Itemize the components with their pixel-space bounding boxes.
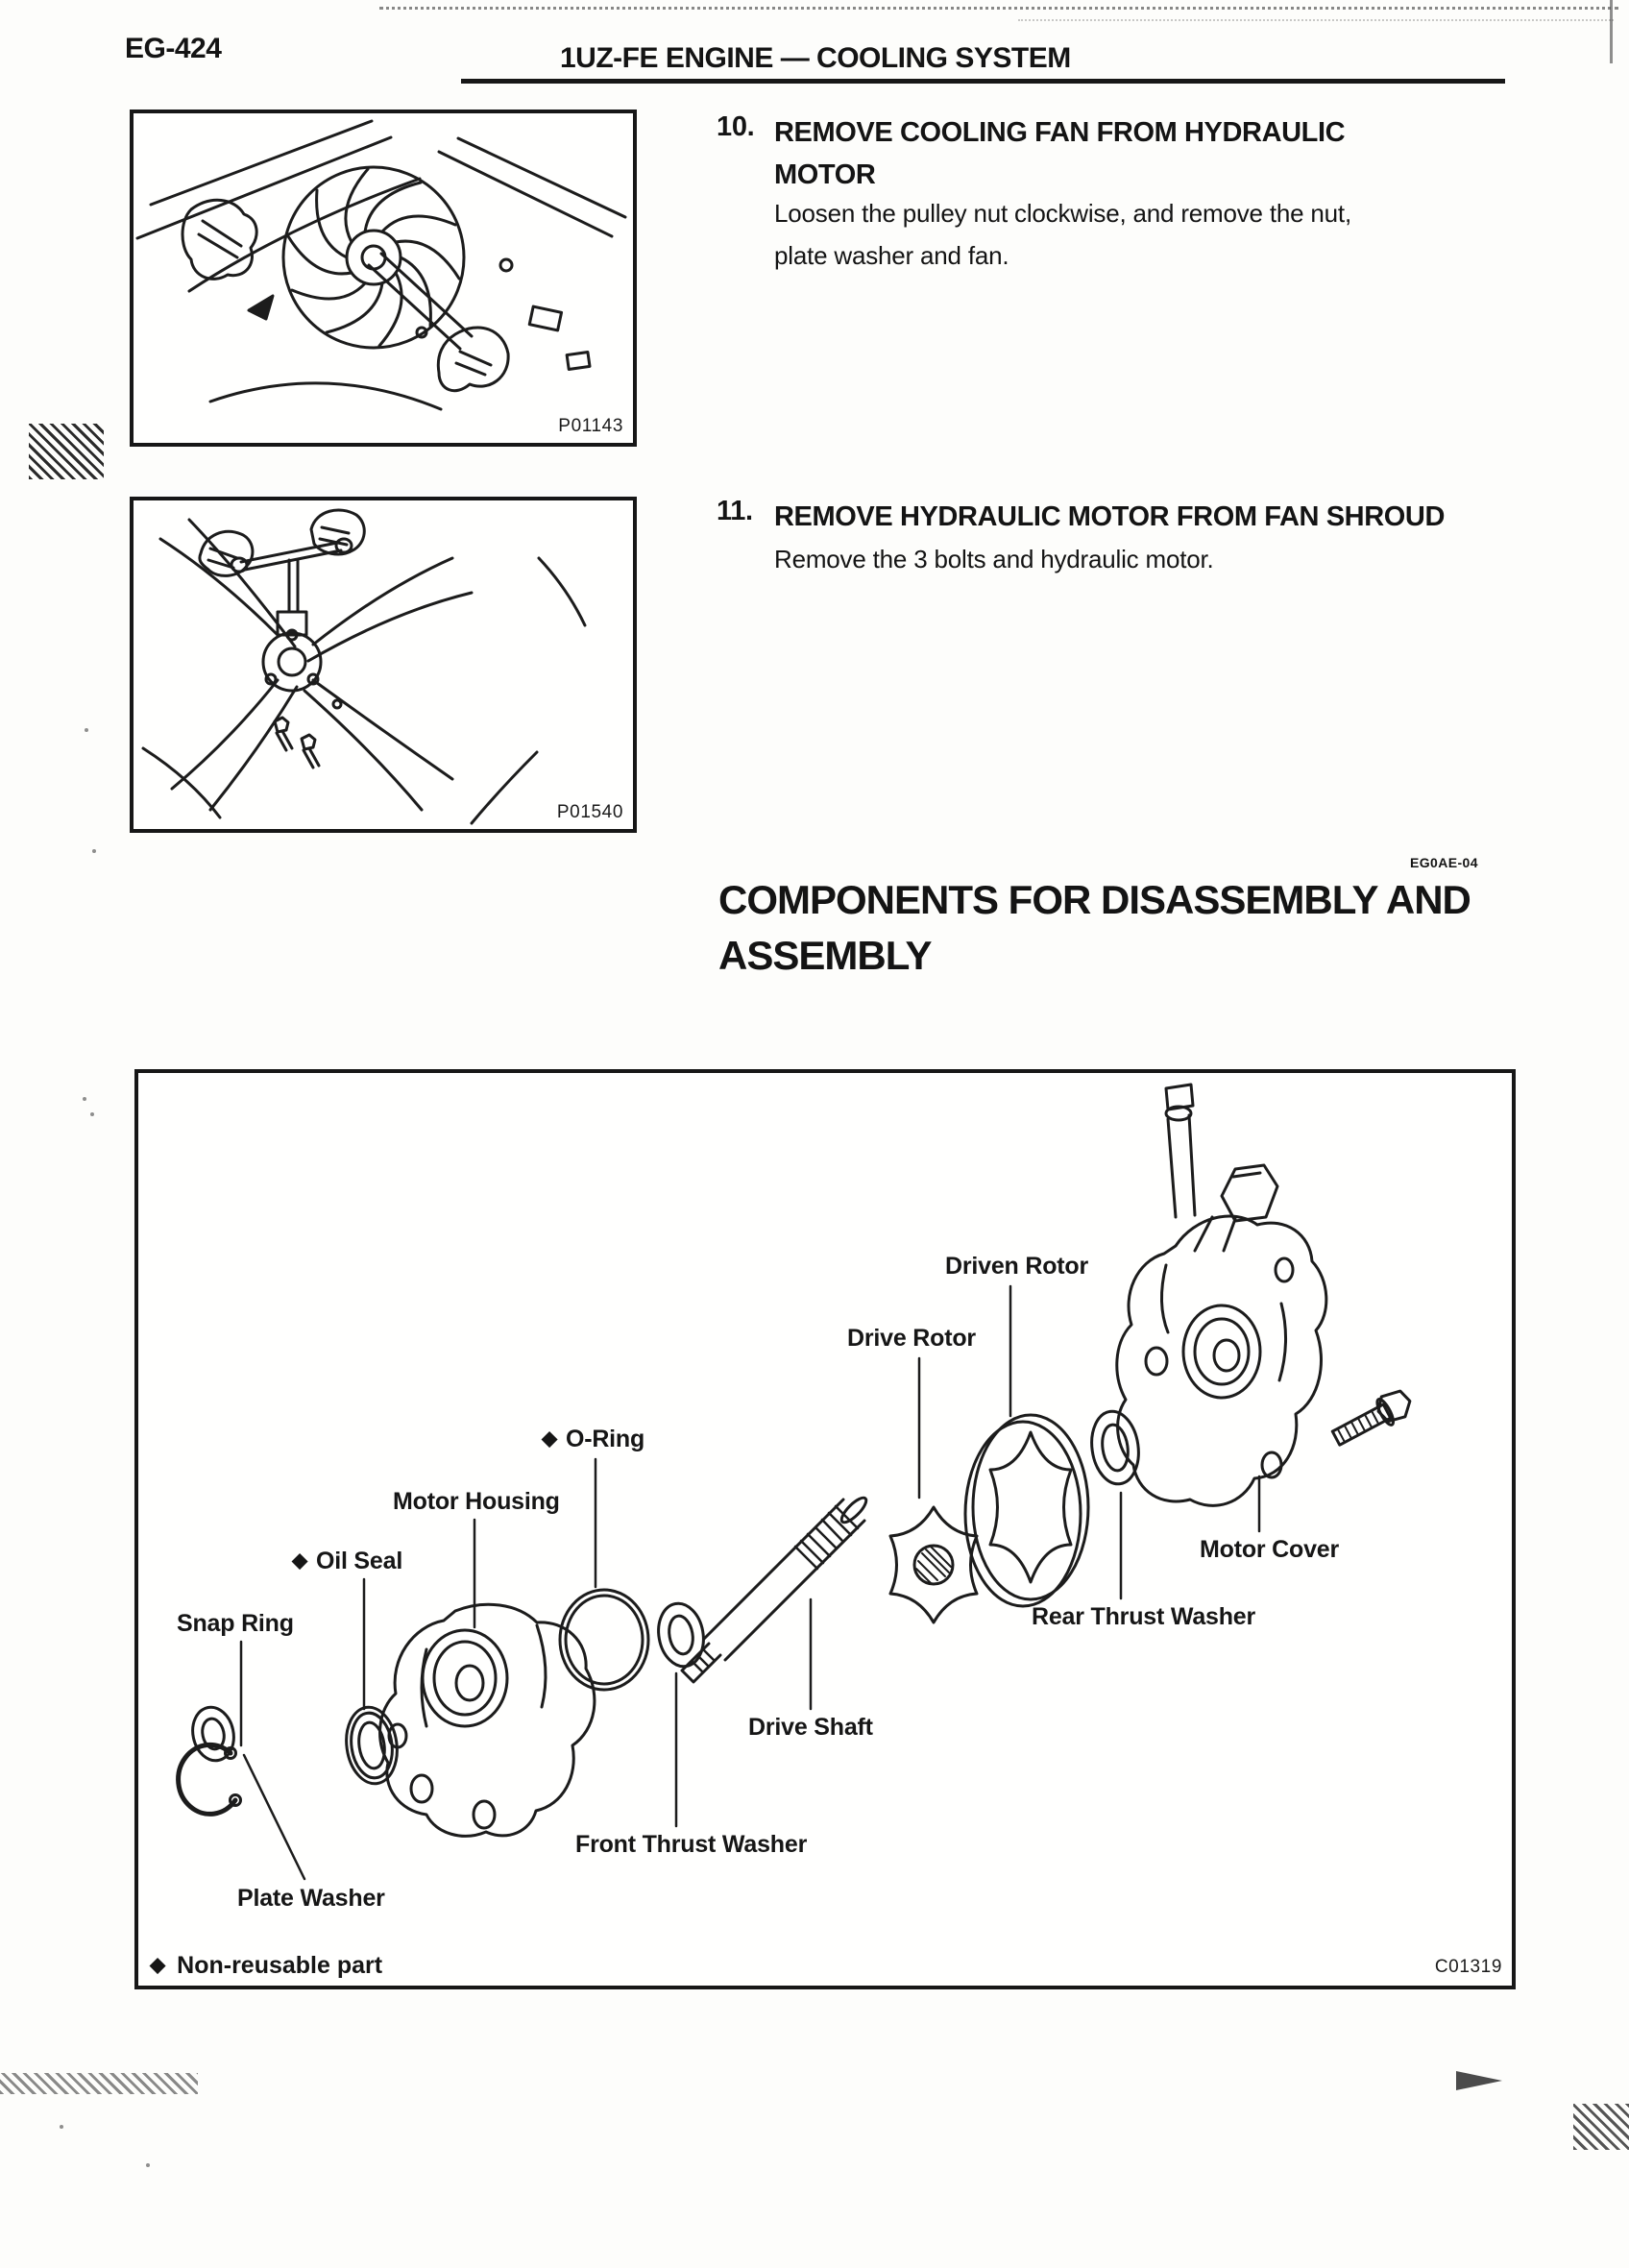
hand-finger-lines <box>456 352 491 375</box>
panel-line <box>439 152 612 236</box>
motor-cover-part <box>1117 1085 1326 1505</box>
part-label-plate-washer: Plate Washer <box>237 1885 385 1912</box>
step-title-line: REMOVE COOLING FAN FROM HYDRAULIC <box>774 117 1346 148</box>
margin-hatch-square <box>29 424 104 479</box>
step-body-line: Loosen the pulley nut clockwise, and remove the nut, <box>774 199 1351 228</box>
part-label-driven-rotor: Driven Rotor <box>945 1253 1089 1280</box>
bottom-right-arrow-mark <box>1456 2071 1502 2090</box>
step-body <box>774 192 1351 277</box>
extension-rod <box>289 560 298 612</box>
shroud-opening-edge <box>539 558 585 625</box>
shroud-spoke <box>172 680 278 789</box>
step-body <box>774 538 1214 580</box>
scan-dot <box>146 2163 150 2167</box>
shroud-line <box>151 121 372 205</box>
section-title <box>718 872 1471 984</box>
figure-box-hydraulic-motor <box>130 497 637 833</box>
fan-blade <box>292 283 365 299</box>
part-label-oil-seal: ◆ Oil Seal <box>292 1548 403 1574</box>
part-label-drive-rotor: Drive Rotor <box>847 1325 976 1352</box>
flange-bolt <box>266 674 276 684</box>
bolt <box>302 735 315 749</box>
small-hole <box>333 700 341 708</box>
step-number: 11. <box>717 496 753 526</box>
clip-part <box>567 353 590 370</box>
o-ring-part <box>560 1590 648 1690</box>
motor-flange-center <box>279 648 305 675</box>
cooling-fan-illustration <box>134 113 633 443</box>
figure-code: P01143 <box>558 416 623 436</box>
driven-rotor-part <box>965 1415 1088 1606</box>
arrow-mark <box>249 296 273 319</box>
bolt-part <box>1329 1386 1416 1451</box>
scan-noise-dots-top <box>379 7 1618 10</box>
panel-hole <box>500 259 512 271</box>
step-body-line: Remove the 3 bolts and hydraulic motor. <box>774 545 1214 573</box>
figure-code: C01319 <box>1434 1957 1502 1977</box>
leader-lines <box>241 1286 1259 1879</box>
part-label-rear-thrust-washer: Rear Thrust Washer <box>1032 1603 1256 1630</box>
exploded-diagram <box>138 1073 1512 1986</box>
header-rule <box>461 79 1505 84</box>
step-number: 10. <box>717 111 755 142</box>
leader-plate-washer <box>244 1755 304 1879</box>
shroud-opening-edge <box>143 748 220 817</box>
bottom-left-hatch <box>0 2073 198 2094</box>
header-title: 1UZ-FE ENGINE — COOLING SYSTEM <box>560 42 1071 74</box>
scan-dot <box>83 1097 86 1101</box>
page-edge-mark <box>1610 0 1613 63</box>
scan-dot <box>60 2125 63 2129</box>
part-label-snap-ring: Snap Ring <box>177 1610 294 1637</box>
left-hand <box>182 200 256 279</box>
non-reusable-note <box>150 1952 382 1980</box>
bolt <box>275 718 288 732</box>
hand-finger-lines <box>199 221 241 257</box>
non-reusable-note-text: Non-reusable part <box>177 1952 383 1979</box>
hand-finger-lines <box>320 527 349 545</box>
components-diagram-box <box>134 1069 1516 1989</box>
shroud-spoke <box>313 558 452 645</box>
step-title <box>774 496 1445 538</box>
part-label-drive-shaft: Drive Shaft <box>748 1714 873 1741</box>
section-title-line: ASSEMBLY <box>718 933 932 978</box>
figure-code: P01540 <box>556 802 623 822</box>
shroud-line <box>137 137 391 238</box>
snap-ring-part <box>179 1744 241 1814</box>
scan-dot <box>92 849 96 853</box>
step-title-line: REMOVE HYDRAULIC MOTOR FROM FAN SHROUD <box>774 501 1445 532</box>
step-title-line: MOTOR <box>774 159 876 190</box>
drive-rotor-part <box>890 1507 977 1622</box>
scan-dot <box>85 728 88 732</box>
shroud-spoke <box>304 691 422 810</box>
shroud-opening-edge <box>472 752 537 823</box>
fan-blade <box>401 257 430 326</box>
step-title <box>774 111 1345 196</box>
panel-line <box>458 138 625 217</box>
non-reusable-diamond-icon: ◆ <box>542 1427 557 1450</box>
bottom-right-hatch <box>1573 2104 1629 2150</box>
bolt-shank <box>277 731 292 750</box>
fan-rim <box>283 167 464 348</box>
fan-blade <box>317 190 347 257</box>
shroud-spoke <box>308 593 472 661</box>
shroud-edge <box>210 383 441 409</box>
fan-hub <box>347 231 401 284</box>
scan-noise-dots-top-2 <box>1018 19 1614 21</box>
handle-knob <box>336 539 352 552</box>
non-reusable-diamond-icon: ◆ <box>292 1549 307 1572</box>
fan-blade <box>382 216 455 232</box>
clip-part <box>529 306 561 330</box>
motor-housing-part <box>380 1604 595 1836</box>
step-body-line: plate washer and fan. <box>774 241 1009 270</box>
hub-nut <box>362 246 385 269</box>
scan-dot <box>90 1112 94 1116</box>
hydraulic-motor-illustration <box>134 500 633 829</box>
part-label-o-ring: ◆ O-Ring <box>542 1426 645 1452</box>
page-number: EG-424 <box>125 33 222 64</box>
non-reusable-diamond-icon: ◆ <box>150 1954 166 1976</box>
drive-shaft-part <box>682 1495 869 1682</box>
t-handle <box>241 543 341 570</box>
part-label-front-thrust-washer: Front Thrust Washer <box>575 1831 808 1858</box>
figure-box-cooling-fan <box>130 110 637 447</box>
section-title-line: COMPONENTS FOR DISASSEMBLY AND <box>718 877 1471 922</box>
part-label-motor-housing: Motor Housing <box>393 1488 560 1515</box>
bolt-shank <box>304 748 319 768</box>
section-code: EG0AE-04 <box>1410 855 1478 870</box>
part-label-motor-cover: Motor Cover <box>1200 1536 1340 1563</box>
